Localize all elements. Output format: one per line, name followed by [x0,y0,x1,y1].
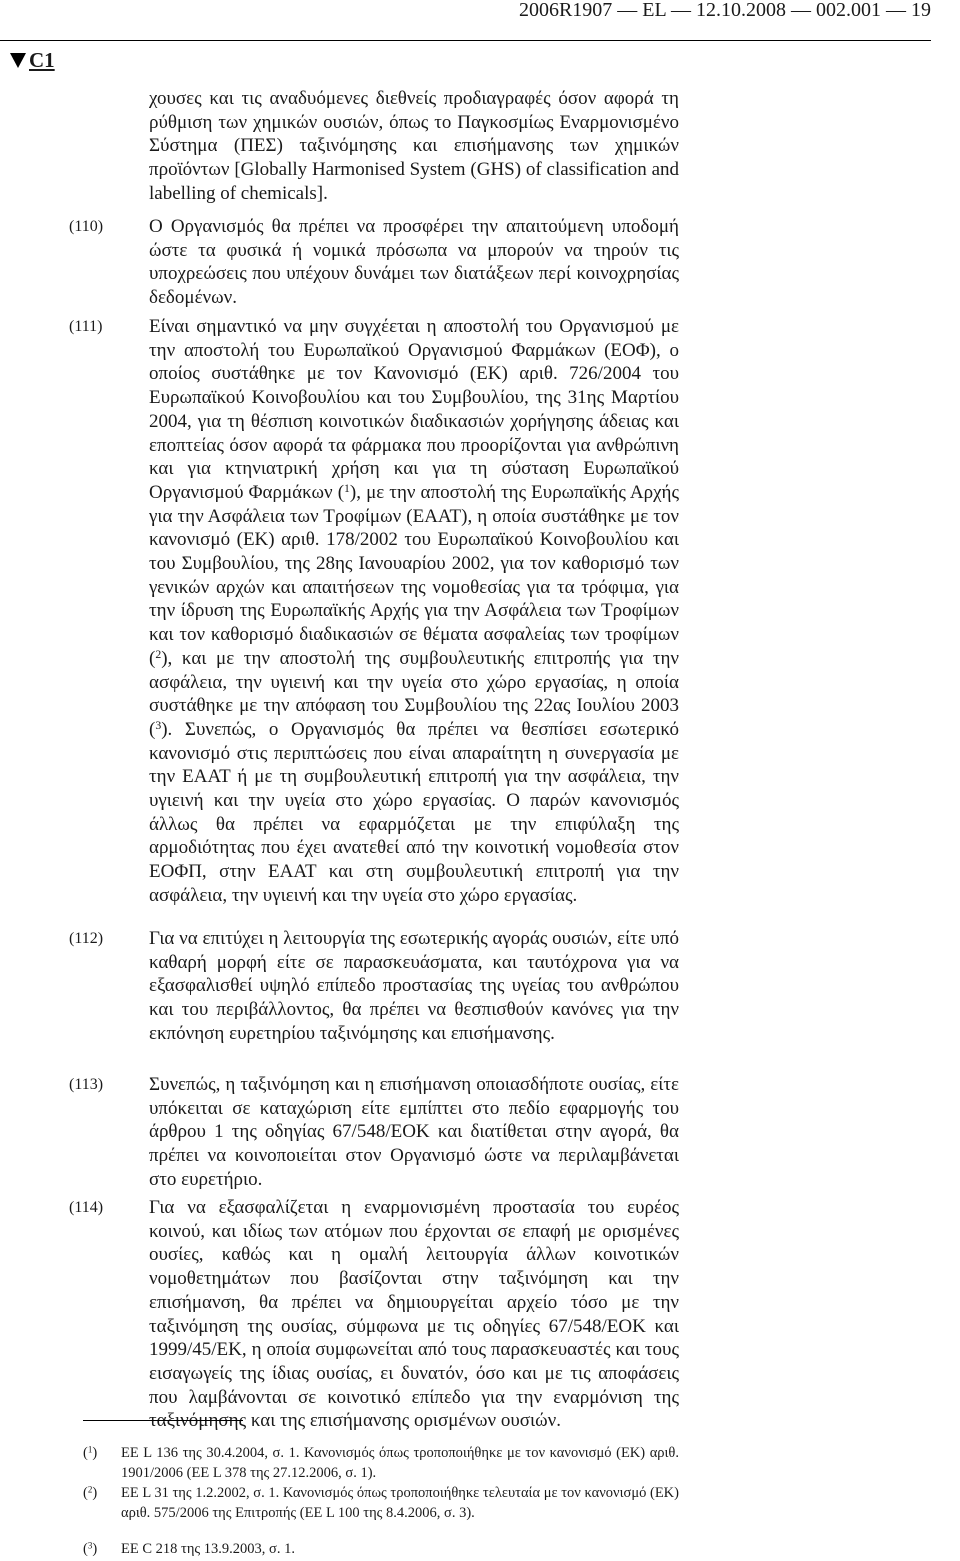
recital-112-text: Για να επιτύχει η λειτουργία της εσωτερικής αγοράς ουσιών, είτε υπό καθαρή μορφή είτε σε παρασκευάσματα, και ταυτόχρονα για να εξασφαλισθεί υψηλό επίπεδο προστασίας της υγείας του ανθρώπου και του περιβάλλοντος, θα πρέπει να θεσπισθούν κανόνες για την εκπόνηση ευρετηρίου ταξινόμησης και επισήμανσης. [149,928,679,1044]
page-header [0,0,931,41]
recital-number-113: (113) [69,1076,104,1093]
footnote-ref-3: 3 [155,719,162,733]
footnote-text: ΕΕ L 136 της 30.4.2004, σ. 1. Κανονισμός όπως τροποποιήθηκε με τον κανονισμό (ΕΚ) αριθ. 1901/2006 (ΕΕ L 378 της 27.12.2006, σ. 1). [121,1445,679,1481]
footnote-number: ($^3$) [83,1540,98,1557]
running-title: 2006R1907 — EL — 12.10.2008 — 002.001 — 19 [518,0,931,21]
footnote-number: ($^2$) [83,1484,98,1501]
recital-113-text: Συνεπώς, η ταξινόμηση και η επισήμανση οποιασδήποτε ουσίας, είτε υπόκειται σε καταχώριση είτε εμπίπτει στο πεδίο εφαρμογής του άρθρου 1 της οδηγίας 67/548/ΕΟΚ και διατίθεται στην αγορά, θα πρέπει να κοινοποιείται στον Οργανισμό ώστε να περιλαμβάνεται στο ευρετήριο. [149,1074,679,1190]
footnote-ref-2: 2 [155,647,162,661]
amendment-marker [10,48,55,72]
recital-110-text: Ο Οργανισμός θα πρέπει να προσφέρει την απαιτούμενη υποδομή ώστε τα φυσικά ή νομικά πρόσωπα να μπορούν να τηρούν τις υποχρεώσεις που υπέχουν δυνάμει των διατάξεων περί κοινοχρησίας δεδομένων. [149,216,679,309]
recital-114-text: Για να εξασφαλίζεται η εναρμονισμένη προστασία του ευρέος κοινού, και ιδίως των ατόμων που έρχονται σε επαφή με ορισμένες ουσίες, καθώς και η ομαλή λειτουργία άλλων κοινοτικών νομοθετημάτων που βασίζονται στην ταξινόμηση και την επισήμανση, θα πρέπει να δημιουργείται αρχείο τόσο με την ταξινόμηση της ουσίας, σύμφωνα με τις οδηγίες 67/548/ΕΟΚ και 1999/45/ΕΚ, η οποία συμφωνείται από τους παρασκευαστές και τους εισαγωγείς της ίδιας ουσίας, ει δυνατόν, όσο και με τις αποφάσεις που λαμβάνονται σε κοινοτικό επίπεδο για την εναρμόνιση της ταξινόμησης και της επισήμανσης ορισμένων ουσιών. [149,1197,679,1432]
triangle-down-icon [10,53,26,68]
recital-number-110: (110) [69,218,104,235]
recital-number-112: (112) [69,930,104,947]
intro-paragraph: χουσες και τις αναδυόμενες διεθνείς προδιαγραφές όσον αφορά τη ρύθμιση των χημικών ουσιών, όπως το Παγκοσμίως Εναρμονισμένο Σύστημα (ΠΕΣ) ταξινόμησης και επισήμανσης των χημικών προϊόντων [Globally Harmonised System (GHS) of classification and labelling of chemicals]. [149,88,679,204]
footnote-text: ΕΕ C 218 της 13.9.2003, σ. 1. [121,1541,295,1557]
recital-number-111: (111) [69,318,103,335]
footnote-ref-1: 1 [344,482,350,496]
footnote-divider [83,1420,243,1421]
footnote-text: ΕΕ L 31 της 1.2.2002, σ. 1. Κανονισμός όπως τροποποιήθηκε τελευταία με τον κανονισμό (ΕΚ) αριθ. 575/2006 της Επιτροπής (ΕΕ L 100 της 8.4.2006, σ. 3). [121,1485,679,1521]
footnote-number: ($^1$) [83,1444,98,1461]
recital-number-114: (114) [69,1199,104,1216]
recital-111-text: Είναι σημαντικό να μην συγχέεται η αποστολή του Οργανισμού με την αποστολή του Ευρωπαϊκού Οργανισμού Φαρμάκων (ΕΟΦ), ο οποίος συστάθηκε με τον Κανονισμό (ΕΚ) αριθ. 726/2004 του Ευρωπαϊκού Κοινοβουλίου και του Συμβουλίου, της 31ης Μαρτίου 2004, για τη θέσπιση κοινοτικών διαδικασιών χορήγησης άδειας και εποπτείας όσον αφορά τα φάρμακα που προορίζονται για ανθρώπινη και για κτηνιατρική χρήση και για τη σύσταση Ευρωπαϊκού Οργανισμού Φαρμάκων ($^1$), με την αποστολή της Ευρωπαϊκής Αρχής για την Ασφάλεια των Τροφίμων (ΕΑΑΤ), η οποία συστάθηκε με τον κανονισμό (ΕΚ) αριθ. 178/2002 του Ευρωπαϊκού Κοινοβουλίου και του Συμβουλίου, της 28ης Ιανουαρίου 2002, για τον καθορισμό των γενικών αρχών και απαιτήσεων της νομοθεσίας για τα τρόφιμα, για την ίδρυση της Ευρωπαϊκής Αρχής για την Ασφάλεια των Τροφίμων και τον καθορισμό διαδικασιών σε θέματα ασφαλείας των τροφίμων ($^2$), και με την αποστολή της συμβουλευτικής επιτροπής για την ασφάλεια, την υγιεινή και την υγεία στο χώρο εργασίας, η οποία συστάθηκε με την απόφαση του Συμβουλίου της 22ας Ιουλίου 2003 ($^3$). Συνεπώς, ο Οργανισμός θα πρέπει να θεσπίσει εσωτερικό κανονισμό στις περιπτώσεις που είναι απαραίτητη η συνεργασία με την ΕΑΑΤ ή με τη συμβουλευτική επιτροπή για την ασφάλεια, την υγιεινή και την υγεία στο χώρο εργασίας. Ο παρών κανονισμός άλλως θα πρέπει να εφαρμόζεται με την επιφύλαξη της αρμοδιότητας που έχει ανατεθεί από την κοινοτική νομοθεσία στον ΕΟΦΠ, στην ΕΑΑΤ και στη συμβουλευτική επιτροπή για την ασφάλεια, την υγιεινή και την υγεία στο χώρο εργασίας. [149,316,679,906]
amendment-label: C1 [29,48,55,72]
